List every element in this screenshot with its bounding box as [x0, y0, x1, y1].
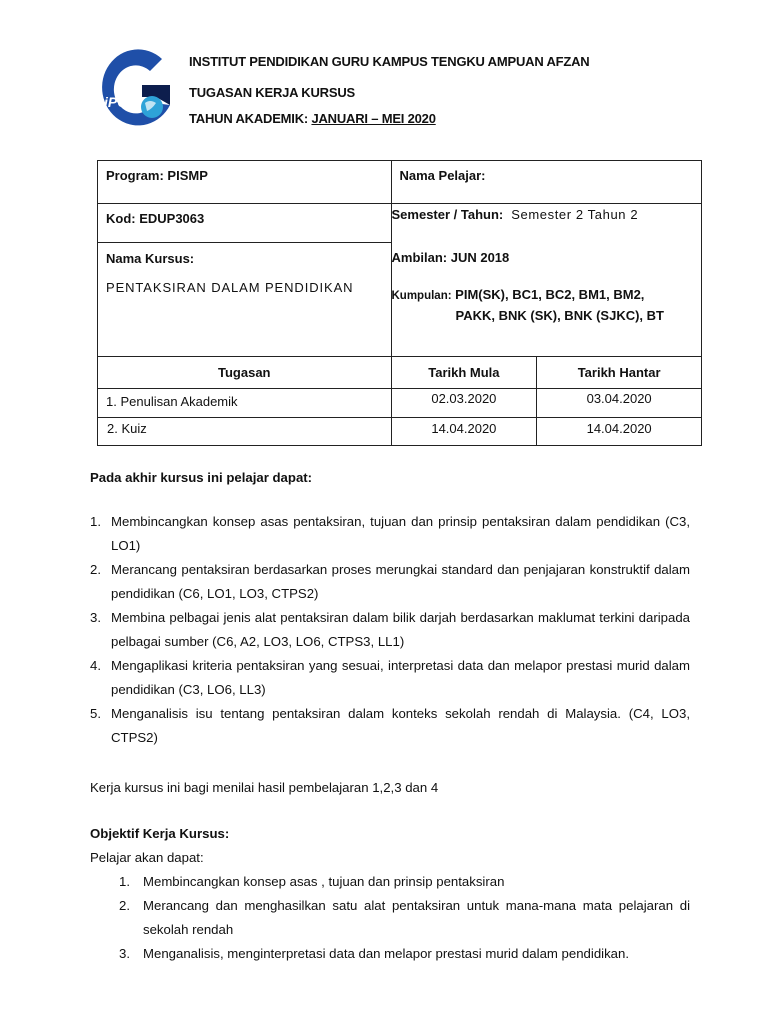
list-item	[90, 558, 690, 606]
group-line2: PAKK, BNK (SK), BNK (SJKC), BT	[455, 308, 664, 323]
list-item	[90, 894, 690, 942]
list-number: 4.	[90, 658, 101, 673]
program-label: Program	[106, 168, 160, 183]
task-end: 03.04.2020	[537, 389, 702, 418]
semester-row	[392, 204, 702, 222]
logo-text: iPG	[104, 94, 129, 110]
list-text: Membincangkan konsep asas , tujuan dan prinsip pentaksiran	[143, 874, 505, 889]
list-number: 1.	[119, 874, 130, 889]
list-text: Membincangkan konsep asas pentaksiran, tujuan dan prinsip pentaksiran dalam pendidikan (C3, LO1)	[111, 514, 690, 553]
course-code: Kod: EDUP3063	[106, 211, 205, 226]
task-name: 1. Penulisan Akademik	[98, 389, 392, 418]
semester-label: Semester / Tahun:	[391, 207, 504, 222]
group-line1: PIM(SK), BC1, BC2, BM1, BM2,	[451, 287, 645, 302]
outcomes-heading: Pada akhir kursus ini pelajar dapat:	[90, 470, 313, 485]
course-name-label: Nama Kursus:	[106, 251, 195, 266]
header-start-date: Tarikh Mula	[391, 357, 537, 389]
list-number: 3.	[119, 946, 130, 961]
task-name: 2. Kuiz	[98, 418, 392, 446]
ipg-logo	[92, 45, 176, 135]
header-due-date: Tarikh Hantar	[537, 357, 702, 389]
course-info-table	[97, 160, 702, 446]
list-text: Mengaplikasi kriteria pentaksiran yang sesuai, interpretasi data dan melapor prestasi murid dalam pendidikan (C3, LO6, LL3)	[111, 658, 690, 697]
header-tugasan: Tugasan	[98, 357, 392, 389]
learning-outcomes-section	[90, 466, 690, 966]
academic-year-label: TAHUN AKADEMIK:	[189, 111, 312, 126]
assignment-title: TUGASAN KERJA KURSUS	[189, 85, 355, 100]
institute-name: INSTITUT PENDIDIKAN GURU KAMPUS TENGKU AMPUAN AFZAN	[189, 54, 590, 69]
academic-year	[189, 111, 436, 126]
student-name-label: Nama Pelajar:	[399, 168, 486, 183]
list-item	[90, 870, 690, 894]
semester-details-cell	[391, 204, 702, 357]
course-name-cell	[98, 243, 392, 357]
table-row	[98, 418, 702, 446]
list-text: Merancang pentaksiran berdasarkan proses merungkai standard dan penjajaran konstruktif dalam pendidikan (C6, LO1, LO3, CTPS2)	[111, 562, 690, 601]
task-end: 14.04.2020	[537, 418, 702, 446]
group-label: Kumpulan:	[391, 290, 452, 302]
student-name-cell	[391, 161, 702, 204]
list-number: 5.	[90, 706, 101, 721]
assessment-note: Kerja kursus ini bagi menilai hasil pembelajaran 1,2,3 dan 4	[90, 780, 439, 795]
task-start: 02.03.2020	[391, 389, 537, 418]
program-value: : PISMP	[159, 168, 208, 183]
list-number: 2.	[119, 898, 130, 913]
table-row	[98, 389, 702, 418]
list-text: Merancang dan menghasilkan satu alat pentaksiran untuk mana-mana mata pelajaran di sekolah rendah	[143, 898, 690, 937]
list-number: 2.	[90, 562, 101, 577]
list-text: Menganalisis, menginterpretasi data dan melapor prestasi murid dalam pendidikan.	[143, 946, 630, 961]
intake: Ambilan: JUN 2018	[391, 250, 510, 265]
program-cell	[98, 161, 392, 204]
semester-value: Semester 2 Tahun 2	[511, 207, 639, 222]
course-code-cell	[98, 204, 392, 243]
objectives-intro: Pelajar akan dapat:	[90, 850, 204, 865]
list-number: 1.	[90, 514, 101, 529]
list-item	[90, 510, 690, 558]
list-item	[90, 942, 690, 966]
course-name: PENTAKSIRAN DALAM PENDIDIKAN	[106, 280, 354, 295]
list-text: Membina pelbagai jenis alat pentaksiran dalam bilik darjah berdasarkan maklumat terkini daripada pelbagai sumber (C6, A2, LO3, LO6, CTPS3, LL1)	[111, 610, 690, 649]
group-row	[392, 265, 702, 302]
objectives-heading: Objektif Kerja Kursus:	[90, 826, 230, 841]
task-start: 14.04.2020	[391, 418, 537, 446]
list-item	[90, 654, 690, 702]
list-number: 3.	[90, 610, 101, 625]
list-item	[90, 606, 690, 654]
list-item	[90, 702, 690, 750]
academic-year-value: JANUARI – MEI 2020	[311, 111, 436, 126]
list-text: Menganalisis isu tentang pentaksiran dalam konteks sekolah rendah di Malaysia. (C4, LO3, CTPS2)	[111, 706, 690, 745]
